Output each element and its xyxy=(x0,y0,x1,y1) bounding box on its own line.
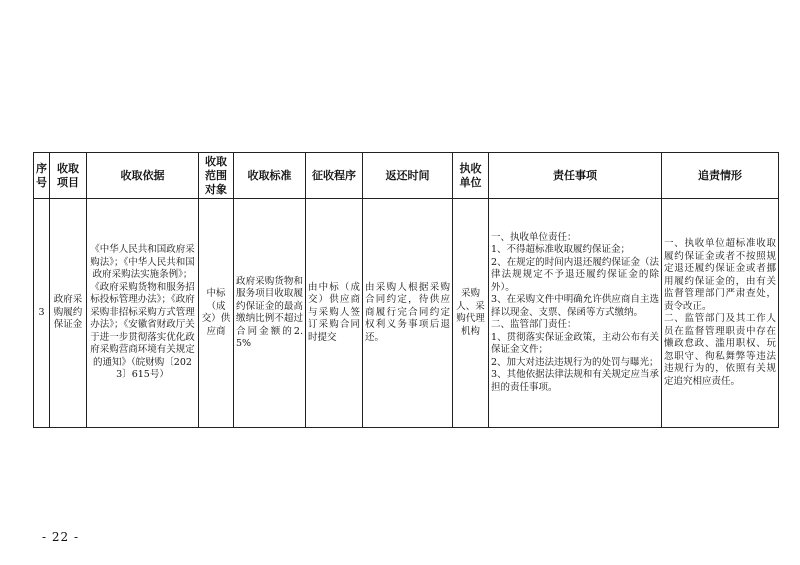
header-seq: 序号 xyxy=(34,153,50,199)
header-unit: 执收单位 xyxy=(453,153,489,199)
header-accountability: 追责情形 xyxy=(662,153,779,199)
header-item: 收取项目 xyxy=(50,153,87,199)
accountability-paragraph: 一、执收单位超标准收取履约保证金或者不按照规定退还履约保证金或者挪用履约保证金的，由有关监督管理部门严肃查处，责令改正。 xyxy=(664,238,776,312)
header-row xyxy=(34,153,779,199)
cell-refund: 由采购人根据采购合同约定，待供应商履行完合同约定权利义务事项后退还。 xyxy=(363,199,453,428)
duty-line: 3、其他依据法律法规和有关规定应当承担的责任事项。 xyxy=(491,369,659,393)
duty-line: 1、不得超标准收取履约保证金； xyxy=(491,244,631,256)
accountability-paragraph: 二、监管部门及其工作人员在监督管理职责中存在懒政怠政、滥用职权、玩忽职守、徇私舞弊等违法违规行为的，依照有关规定追究相应责任。 xyxy=(664,313,776,387)
header-refund: 返还时间 xyxy=(363,153,453,199)
cell-unit: 采购人、采购代理机构 xyxy=(453,199,489,428)
duty-line: 2、加大对违法违规行为的处罚与曝光； xyxy=(491,356,659,368)
cell-basis: 《中华人民共和国政府采购法》；《中华人民共和国政府采购法实施条例》；《政府采购货物和服务招标投标管理办法》；《政府采购非招标采购方式管理办法》；《安徽省财政厅关于进一步贯彻落实优化政府采购营商环境有关规定的通知》（皖财购〔2023〕615号） xyxy=(87,199,199,428)
table-row xyxy=(34,199,779,428)
duty-line: 一、执收单位责任： xyxy=(491,231,577,243)
header-procedure: 征收程序 xyxy=(306,153,363,199)
cell-scope: 中标（成交）供应商 xyxy=(199,199,234,428)
fee-table xyxy=(33,152,779,428)
cell-accountability xyxy=(662,199,779,428)
header-standard: 收取标准 xyxy=(234,153,306,199)
duty-line: 3、在采购文件中明确允许供应商自主选择以现金、支票、保函等方式缴纳。 xyxy=(491,294,659,318)
cell-seq: 3 xyxy=(34,199,50,428)
cell-standard: 政府采购货物和服务项目收取履约保证金的最高缴纳比例不超过合同金额的2.5% xyxy=(234,199,306,428)
cell-procedure: 由中标（成交）供应商与采购人签订采购合同时提交 xyxy=(306,199,363,428)
duty-line: 二、监管部门责任： xyxy=(491,319,577,331)
cell-duties xyxy=(489,199,662,428)
header-scope: 收取范围对象 xyxy=(199,153,234,199)
page-number: - 22 - xyxy=(42,530,80,544)
header-basis: 收取依据 xyxy=(87,153,199,199)
duty-line: 2、在规定的时间内退还履约保证金（法律法规规定不予退还履约保证金的除外）。 xyxy=(491,256,659,293)
cell-item: 政府采购履约保证金 xyxy=(50,199,87,428)
duty-line: 1、贯彻落实保证金政策，主动公布有关保证金文件； xyxy=(491,331,659,356)
header-duties: 责任事项 xyxy=(489,153,662,199)
